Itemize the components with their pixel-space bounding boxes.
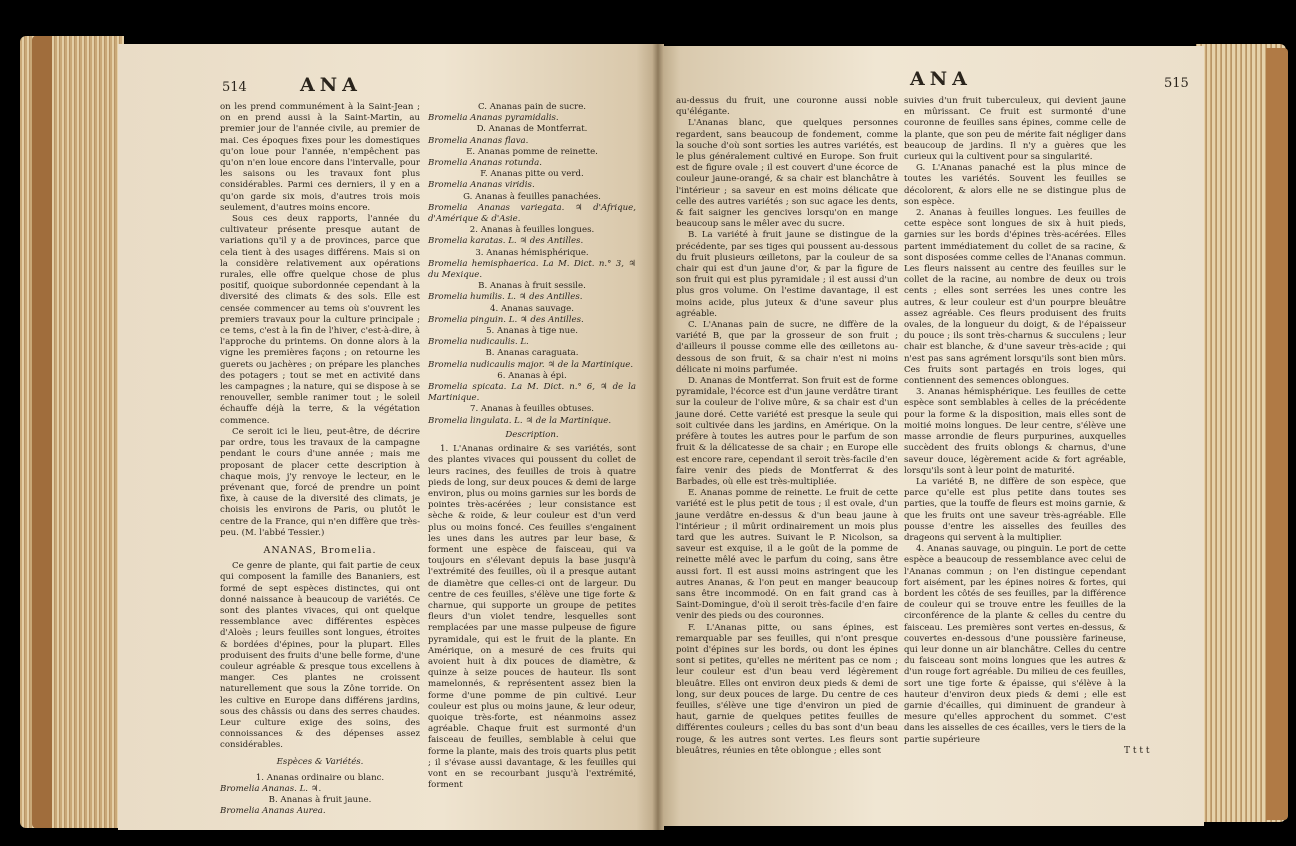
species-entry: 2. Ananas à feuilles longues.: [469, 225, 595, 236]
species-latin: Bromelia pinguin. L. ♃ des Antilles.: [428, 314, 584, 325]
species-entry: 4. Ananas sauvage.: [490, 303, 574, 314]
species-latin: Bromelia Ananas flava.: [428, 135, 529, 146]
species-entry: B. Ananas à fruit sessile.: [478, 281, 586, 292]
paragraph: Ce genre de plante, qui fait partie de ceux qui composent la famille des Bananiers, est formé de sept espèces distinctes, qui ont donné naissance à beaucoup de variétés. Ce sont des plantes vivaces, qui ont quelque ressemblance avec différentes espèces d'Aloès ; leurs feuilles sont longues, étroites & bordées d'épines, pour la plupart. Elles produisent des fruits d'une belle forme, d'une couleur agréable & presque tous excellens à manger. Ces plantes ne croissent naturellement que sous la Zône torride. On les cultive en Europe dans différens jardins, sous des châssis ou dans des serres chaudes. Leur culture exige des soins, des connoissances & des dépenses assez considérables.: [220, 561, 420, 751]
paragraph: suivies d'un fruit tuberculeux, qui devient jaune en mûrissant. Ce fruit est surmonté d'une couronne de feuilles sans épines, comme celle de la plante, que son peu de mérite fait négliger dans beaucoup de jardins. Il n'y a guères que les curieux qui la cultivent pour sa singularité.: [904, 96, 1126, 163]
paragraph: D. Ananas de Montferrat. Son fruit est de forme pyramidale, l'écorce est d'un jaune verdâtre tirant sur la couleur de l'olive mûre, & sa chair est d'un jaune doré. Cette variété est presque la seule qui soit cultivée dans les jardins, en Amérique. On la préfère à toutes les autres pour le parfum de son fruit & la délicatesse de sa chair ; en Europe elle est encore rare, cependant il seroit très-facile d'en faire venir des pieds de Montferrat & des Barbades, où elle est très-multipliée.: [676, 376, 898, 487]
species-latin: Bromelia Ananas. L. ♃.: [220, 783, 322, 794]
paragraph: B. La variété à fruit jaune se distingue de la précédente, par ses tiges qui poussent au-dessous du fruit plusieurs œilletons, par la couleur de sa chair qui est d'un jaune d'or, & par la figure de son fruit qui est plus pyramidale ; il est aussi d'un plus gros volume. On l'estime davantage, il est moins acide, plus juteux & d'une saveur plus agréable.: [676, 230, 898, 319]
article-heading: ANANAS, Bromelia.: [263, 544, 377, 556]
species-entry: B. Ananas caraguata.: [485, 348, 579, 359]
species-entry: 7. Ananas à feuilles obtuses.: [469, 404, 595, 415]
paragraph: au-dessus du fruit, une couronne aussi noble qu'élégante.: [676, 96, 898, 118]
species-latin: Bromelia humilis. L. ♃ des Antilles.: [428, 292, 583, 303]
left-page-column-2: [428, 102, 636, 791]
page-number-right: 515: [1164, 76, 1189, 91]
species-entry: B. Ananas à fruit jaune.: [268, 795, 372, 806]
paragraph: 4. Ananas sauvage, ou pinguin. Le port de cette espèce a beaucoup de ressemblance avec celui de l'Ananas commun ; on l'en distingue cependant fort aisément, par les épines noires & fortes, qui bordent les côtés de ses feuilles, par la différence de couleur qui se trouve entre les feuilles de la circonférence de la plante & celles du centre du faisceau. Les premières sont vertes en-dessus, & couvertes en-dessous d'une poussière farineuse, qui leur donne un air blanchâtre. Celles du centre du faisceau sont moins longues que les autres & d'un rouge fort agréable. Du milieu de ces feuilles, sort une tige forte & épaisse, qui s'élève à la hauteur d'environ deux pieds & demi ; elle est garnie d'écailles, qui diminuent de grandeur à mesure qu'elles approchent du sommet. C'est dans les aisselles de ces écailles, vers le tiers de la partie supérieure: [904, 544, 1126, 745]
paragraph: 1. L'Ananas ordinaire & ses variétés, sont des plantes vivaces qui poussent du collet de leurs racines, des feuilles de trois à quatre pieds de long, sur deux pouces & demi de large environ, plus ou moins garnies sur les bords de pointes très-acérées ; leur consistance est sèche & roide, & leur couleur est d'un verd plus ou moins foncé. Ces feuilles s'engainent les unes dans les autres par leur base, & forment une espèce de faisceau, qui va toujours en s'élevant depuis la base jusqu'à l'extrémité des feuilles, où il a presque autant de diamètre que celles-ci ont de largeur. Du centre de ces feuilles, s'élève une tige forte & charnue, qui supporte un groupe de petites fleurs d'un violet tendre, lesquelles sont remplacées par une masse pulpeuse de figure pyramidale, qui est le fruit de la plante. En Amérique, on a mesuré de ces fruits qui avoient huit à dix pouces de diamètre, & quinze à seize pouces de hauteur. Ils sont mamelonnés, & représentent assez bien la forme d'une pomme de pin cultivé. Leur couleur est plus ou moins jaune, & leur odeur, quoique très-forte, est néanmoins assez agréable. Chaque fruit est surmonté d'un faisceau de feuilles, semblable à celui que forme la plante, mais des trois quarts plus petit ; il s'évase aussi davantage, & les feuilles qui vont en se recourbant jusqu'à l'extrémité, forment: [428, 444, 636, 791]
species-latin: Bromelia spicata. La M. Dict. n.° 6, ♃ de la Martinique.: [428, 382, 636, 404]
species-entry: E. Ananas pomme de reinette.: [466, 146, 598, 157]
book-gutter: [652, 44, 664, 830]
species-entry: F. Ananas pitte ou verd.: [480, 169, 584, 180]
species-latin: Bromelia lingulata. L. ♃ de la Martinique.: [428, 415, 612, 426]
species-latin: Bromelia karatas. L. ♃ des Antilles.: [428, 236, 584, 247]
signature-mark: T t t t: [1124, 746, 1150, 756]
paragraph: on les prend communément à la Saint-Jean ; on en prend aussi à la Saint-Martin, au premier jour de l'année civile, au premier de mai. Ces époques fixes pour les domestiques qu'on loue pour l'année, n'empêchent pas qu'on n'en loue encore dans l'intervalle, pour les saisons ou les travaux font plus considérables. Parmi ces derniers, il y en a qu'on garde six mois, d'autres trois mois seulement, d'autres moins encore.: [220, 102, 420, 213]
paragraph: E. Ananas pomme de reinette. Le fruit de cette variété est le plus petit de tous ; il est ovale, d'un jaune verdâtre en-dessus & d'un beau jaune à l'intérieur ; il mûrit ordinairement un mois plus tard que les autres. Suivant le P. Nicolson, sa saveur est exquise, il a le goût de la pomme de reinette mêlé avec le parfum du coing, sans être aussi fort. Il est aussi moins astringent que les autres Ananas, & l'on peut en manger beaucoup sans être incommodé. On en fait grand cas à Saint-Domingue, d'où il seroit très-facile d'en faire venir des pieds ou des couronnes.: [676, 488, 898, 622]
running-head-right: ANA: [910, 68, 972, 90]
paragraph: Sous ces deux rapports, l'année du cultivateur présente presque autant de variations qu'il y a de provinces, parce que cela tient à des usages différens. Mais si on la considère relativement aux opérations rurales, elle offre quelque chose de plus positif, quoique subordonnée cependant à la diversité des climats & des sols. Elle est censée commencer au tems où s'ouvrent les premiers travaux pour la culture principale ; ce tems, c'est à la fin de l'hiver, c'est-à-dire, à l'approche du printems. On donne alors à la vigne les premières façons ; on retourne les guerets ou jachères ; on prépare les planches des potagers ; tout se met en activité dans les campagnes ; la nature, qui se dispose à se renouveller, semble ranimer tout ; le soleil échauffe déjà la terre, & la végétation commence.: [220, 214, 420, 426]
species-entry: C. Ananas pain de sucre.: [477, 102, 587, 112]
page-number-left: 514: [222, 80, 247, 95]
species-latin: Bromelia Ananas rotunda.: [428, 158, 543, 169]
paragraph: C. L'Ananas pain de sucre, ne diffère de la variété B, que par la grosseur de son fruit ; d'ailleurs il pousse comme elle des œilletons au-dessous de son fruit, & sa chair n'est ni moins délicate ni moins parfumée.: [676, 320, 898, 375]
species-latin: Bromelia Ananas pyramidalis.: [428, 113, 559, 124]
section-heading: Description.: [505, 429, 559, 440]
species-entry: 3. Ananas hémisphérique.: [475, 247, 589, 258]
right-page-column-1: [676, 96, 898, 756]
paragraph: F. L'Ananas pitte, ou sans épines, est remarquable par ses feuilles, qui n'ont presque point d'épines sur les bords, ou dont les épines sont si petites, qu'elles ne méritent pas ce nom ; leur couleur est d'un beau verd légèrement bleuâtre. Elles ont environ deux pieds & demi de long, sur deux pouces de large. Du centre de ces feuilles, s'élève une tige d'environ un pied de haut, garnie de quelques petites feuilles de différentes couleurs ; celles du bas sont d'un beau rouge, & les autres sont vertes. Les fleurs sont bleuâtres, réunies en tête oblongue ; elles sont: [676, 622, 898, 756]
running-head-left: ANA: [300, 74, 362, 96]
species-latin: Bromelia Ananas viridis.: [428, 180, 535, 191]
paragraph: L'Ananas blanc, que quelques personnes regardent, sans beaucoup de fondement, comme la souche d'où sont sorties les autres variétés, est le plus généralement cultivé en Europe. Son fruit est de figure ovale ; il est couvert d'une écorce de couleur jaune-orangé, & sa chair est blanchâtre à l'intérieur ; sa saveur en est moins délicate que celle des autres variétés ; son suc agace les dents, & fait saigner les gencives lorsqu'on en mange beaucoup sans le mêler avec du sucre.: [676, 118, 898, 230]
species-entry: 1. Ananas ordinaire ou blanc.: [255, 772, 385, 783]
species-entry: 6. Ananas à épi.: [497, 370, 567, 381]
paragraph: 3. Ananas hémisphérique. Les feuilles de cette espèce sont semblables à celles de la précédente pour la forme & la disposition, mais elles sont de moitié moins longues. De leur centre, s'élève une masse arrondie de fleurs purpurines, auxquelles succèdent des fruits oblongs & charnus, d'une saveur douce, légèrement acide & fort agréable, lorsqu'ils sont à leur point de maturité.: [904, 387, 1126, 476]
paragraph: La variété B, ne diffère de son espèce, que parce qu'elle est plus petite dans toutes ses parties, que la touffe de fleurs est moins garnie, & que les fruits ont une saveur très-agréable. Elle pousse d'entre les aisselles des feuilles des drageons qui servent à la multiplier.: [904, 476, 1126, 543]
species-latin: Bromelia nudicaulis. L.: [428, 337, 529, 348]
species-entry: 5. Ananas à tige nue.: [486, 326, 578, 337]
species-latin: Bromelia Ananas variegata. ♃ d'Afrique, d'Amérique & d'Asie.: [428, 202, 636, 225]
paragraph: G. L'Ananas panaché est la plus mince de toutes les variétés. Souvent les feuilles se décolorent, & alors elle ne se distingue plus de son espèce.: [904, 163, 1126, 207]
species-entry: D. Ananas de Montferrat.: [476, 124, 588, 135]
section-heading: Espèces & Variétés.: [276, 756, 364, 767]
right-page-column-2: [904, 96, 1126, 744]
species-latin: Bromelia nudicaulis major. ♃ de la Martinique.: [428, 359, 634, 370]
left-page-column-1: [220, 102, 420, 817]
book-cover-left: [32, 36, 52, 828]
species-entry: G. Ananas à feuilles panachées.: [463, 191, 601, 202]
species-latin: Bromelia hemisphaerica. La M. Dict. n.° 3, ♃ du Mexique.: [428, 258, 636, 281]
paragraph: 2. Ananas à feuilles longues. Les feuilles de cette espèce sont longues de six à huit pieds, garnies sur les bords d'épines très-acérées. Elles partent immédiatement du collet de sa racine, & sont disposées comme celles de l'Ananas commun. Les fleurs naissent au centre des feuilles sur le collet de la racine, au nombre de deux ou trois cents ; elles sont serrées les unes contre les autres, & leur couleur est d'un pourpre bleuâtre assez agréable. Ces fleurs produisent des fruits ovales, de la longueur du doigt, & de l'épaisseur du pouce ; ils sont très-charnus & succulens ; leur chair est blanche, & d'une saveur très-acide ; qui n'est pas sans agrément lorsqu'ils sont bien mûrs. Ces fruits sont partagés en trois loges, qui contiennent des semences oblongues.: [904, 208, 1126, 387]
paragraph: Ce seroit ici le lieu, peut-être, de décrire par ordre, tous les travaux de la campagne pendant le cours d'une année ; mais me proposant de placer cette description à chaque mois, j'y renvoye le lecteur, en le prévenant que, forcé de prendre un point fixe, à cause de la diversité des climats, je choisis les environs de Paris, ou plutôt le centre de la France, qui n'en diffère que très-peu. (M. l'abbé Tessier.): [220, 426, 420, 538]
book-cover-right: [1266, 48, 1288, 820]
species-latin: Bromelia Ananas Aurea.: [220, 806, 326, 817]
